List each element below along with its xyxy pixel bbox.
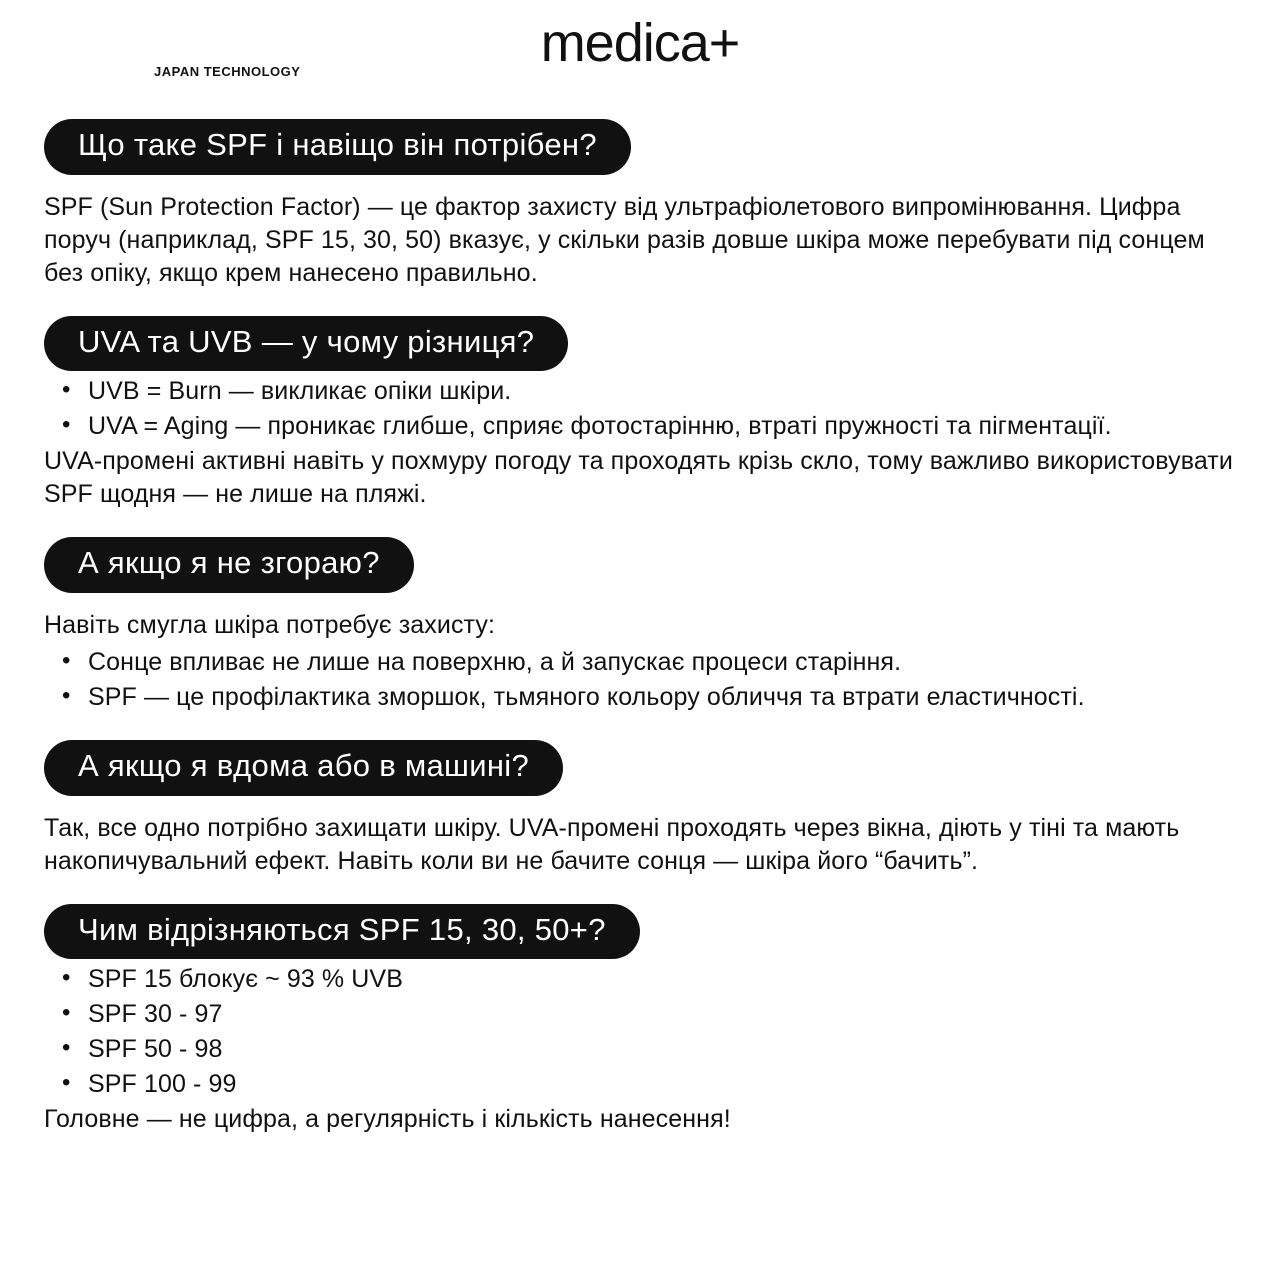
section-heading: UVA та UVB — у чому різниця?	[44, 316, 568, 372]
section-heading: Що таке SPF і навіщо він потрібен?	[44, 119, 631, 175]
list-item: • SPF 100 - 99	[88, 1068, 1236, 1101]
brand-logo	[44, 0, 1236, 79]
section-paragraph: UVA-промені активні навіть у похмуру погоду та проходять крізь скло, тому важливо використовувати SPF щодня — не лише на пляжі.	[44, 447, 1233, 509]
section-spf-what-is	[44, 119, 1236, 290]
brand-name: medica+	[540, 13, 740, 73]
list-item: • Сонце впливає не лише на поверхню, а й запускає процеси старіння.	[88, 646, 1236, 679]
section-indoors-car	[44, 740, 1236, 878]
brand-tagline: JAPAN TECHNOLOGY	[154, 64, 301, 79]
list-item: • SPF 15 блокує ~ 93 % UVB	[88, 963, 1236, 996]
list-item: • SPF 50 - 98	[88, 1033, 1236, 1066]
section-paragraph: Так, все одно потрібно захищати шкіру. UVA-промені проходять через вікна, діють у тіні та мають накопичувальний ефект. Навіть коли ви не бачите сонця — шкіра його “бачить”.	[44, 813, 1180, 875]
section-not-burning	[44, 537, 1236, 714]
section-paragraph: SPF (Sun Protection Factor) — це фактор захисту від ультрафіолетового випромінювання. Цифра поруч (наприклад, SPF 15, 30, 50) вказує, у скільки разів довше шкіра може перебувати під сонцем без опіку, якщо крем нанесено правильно.	[44, 192, 1205, 287]
section-heading: Чим відрізняються SPF 15, 30, 50+?	[44, 904, 640, 960]
bullet-list	[44, 375, 1236, 443]
bullet-list	[44, 963, 1236, 1101]
section-heading: А якщо я не згораю?	[44, 537, 414, 593]
list-item: • SPF — це профілактика зморшок, тьмяного кольору обличчя та втрати еластичності.	[88, 681, 1236, 714]
list-item: • SPF 30 - 97	[88, 998, 1236, 1031]
section-spf-levels	[44, 904, 1236, 1137]
bullet-list	[44, 646, 1236, 714]
list-item: • UVB = Burn — викликає опіки шкіри.	[88, 375, 1236, 408]
section-uva-uvb	[44, 316, 1236, 512]
section-paragraph: Головне — не цифра, а регулярність і кількість нанесення!	[44, 1105, 731, 1134]
section-paragraph: Навіть смугла шкіра потребує захисту:	[44, 610, 496, 639]
list-item: • UVA = Aging — проникає глибше, сприяє фотостарінню, втраті пружності та пігментації.	[88, 410, 1236, 443]
section-heading: А якщо я вдома або в машині?	[44, 740, 563, 796]
